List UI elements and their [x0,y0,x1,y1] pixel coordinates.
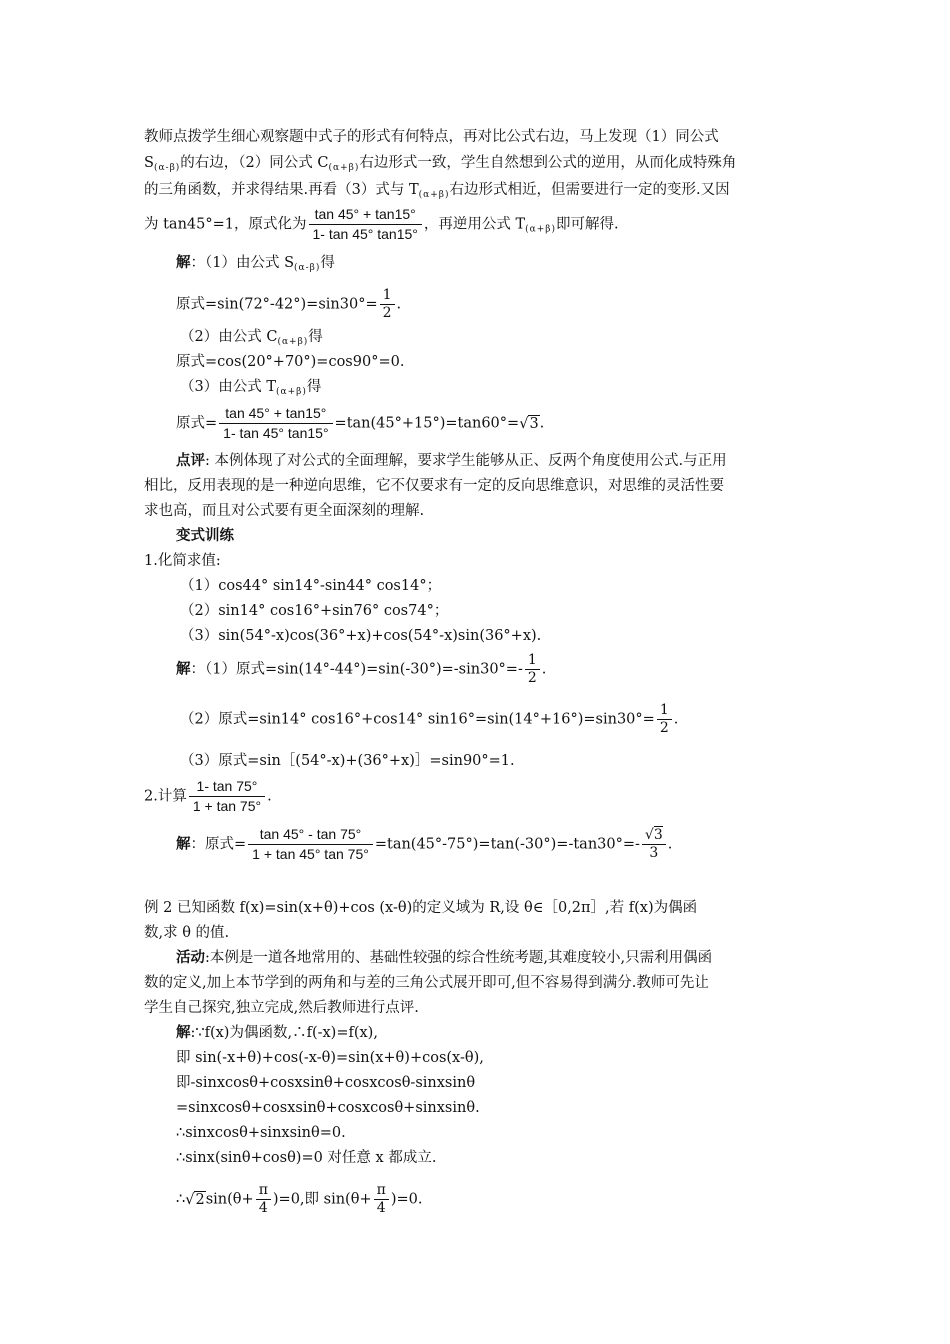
training-question-1: 1.化简求值: [144,553,221,569]
intro-line-2: $S_{(\alpha-\beta)}$的右边，（2）同公式 $C_{(\alpha+\beta)}$右边形式一致，学生自然想到公式的逆用，从而化成特殊角 [144,155,737,173]
solution-1-line-2: （2）由公式 $C_{(\alpha+\beta)}$得 [180,329,323,347]
solution-1-line-3: （3）由公式 $T_{(\alpha+\beta)}$得 [180,379,322,397]
example-2-solution-1: 解:∵f(x)为偶函数,∴f(-x)=f(x), [176,1024,378,1041]
sqrt-2: √2 [185,1191,205,1208]
intro-line-1: 教师点拨学生细心观察题中式子的形式有何特点，再对比公式右边，马上发现（1）同公式 [144,129,719,145]
intro-line-3: 的三角函数，并求得结果.再看（3）式与 $T_{(\alpha+\beta)}$右边形式相近，但需要进行一定的变形.又因 [144,182,730,200]
training-solution-2: （2）原式=sin14° cos16°+cos14° sin16°=sin(14°+16°)=sin30°= $\frac{1}{2}$ . [180,702,679,736]
sqrt-3: √3 [519,415,539,432]
fraction-tan-sum: $\frac{\tan 45^\circ + \tan 15^\circ}{1- \tan 45^\circ \tan 15^\circ}$ [309,206,422,243]
fraction-tan75: $\frac{1- \tan 75^\circ}{1 + \tan 75^\circ}$ [189,778,265,815]
training-q1-part-3: （3）sin(54°-x)cos(36°+x)+cos(54°-x)sin(36°+x). [180,628,542,644]
comment-line-3: 求也高，而且对公式要有更全面深刻的理解. [144,503,425,519]
fraction-one-half-3: $\frac{1}{2}$ [657,702,672,737]
example-2-solution-2: 即 sin(-x+θ)+cos(-x-θ)=sin(x+θ)+cos(x-θ), [176,1050,484,1066]
solution-1-result-1: 原式=sin(72°-42°)=sin30°= $\frac{1}{2}$ . [176,287,402,321]
example-2-solution-6: ∴sinx(sinθ+cosθ)=0 对任意 x 都成立. [176,1150,437,1166]
example-2-solution-5: ∴sinxcosθ+sinxsinθ=0. [176,1125,346,1141]
comment-line-2: 相比，反用表现的是一种逆向思维，它不仅要求有一定的反向思维意识，对思维的灵活性要 [144,478,724,494]
example-2-solution-4: =sinxcosθ+cosxsinθ+cosxcosθ+sinxsinθ. [176,1100,480,1116]
training-heading: 变式训练 [176,527,234,544]
example-2-solution-3: 即-sinxcosθ+cosxsinθ+cosxcosθ-sinxsinθ [176,1075,476,1091]
example-2-line-2: 数,求 θ 的值. [144,925,230,941]
fraction-sqrt3-over-3: $\frac{√3}{3}$ [642,827,666,862]
activity-line-2: 数的定义,加上本节学到的两角和与差的三角公式展开即可,但不容易得到满分.教师可先让 [144,975,709,991]
example-2-line-1: 例 2 已知函数 f(x)=sin(x+θ)+cos (x-θ)的定义域为 R,设 θ∈［0,2π］,若 f(x)为偶函 [144,900,698,916]
fraction-one-half-2: $\frac{1}{2}$ [525,652,540,687]
training-solution-1: 解：（1）原式=sin(14°-44°)=sin(-30°)=-sin30°=- $\frac{1}{2}$ . [176,652,547,686]
training-q1-part-2: （2）sin14° cos16°+sin76° cos74°； [180,603,449,619]
solution-1-result-2: 原式=cos(20°+70°)=cos90°=0. [176,354,405,370]
training-solution-q2: 解：原式= $\frac{\tan 45^\circ - \tan 75^\circ}{1 + \tan 45^\circ \tan 75^\circ}$ =tan(45°-75°)=tan(-30°)=-tan30°=- $\frac{√3}{3}$ . [176,826,673,862]
activity-line-1: 活动:本例是一道各地常用的、基础性较强的综合性统考题,其难度较小,只需利用偶函 [176,949,713,966]
fraction-pi-over-4-2: $\frac{\pi}{4}$ [374,1182,389,1217]
fraction-one-half: $\frac{1}{2}$ [380,287,395,322]
fraction-tan-sum-2: $\frac{\tan 45^\circ + \tan 15^\circ}{1- \tan 45^\circ \tan 15^\circ}$ [219,405,332,442]
solution-1-result-3: 原式= $\frac{\tan 45^\circ + \tan 15^\circ}{1- \tan 45^\circ \tan 15^\circ}$ =tan(45°+15°)=tan60°=√3. [176,405,545,441]
training-question-2: 2.计算 $\frac{1- \tan 75^\circ}{1 + \tan 75^\circ}$ . [144,778,272,814]
example-2-solution-7: ∴√2sin(θ+ $\frac{\pi}{4}$ )=0,即 sin(θ+ $\frac{\pi}{4}$ )=0. [176,1182,423,1216]
solution-1-line-1: 解：（1）由公式 $S_{(\alpha-\beta)}$得 [176,254,335,273]
fraction-pi-over-4: $\frac{\pi}{4}$ [256,1182,271,1217]
training-q1-part-1: （1）cos44° sin14°-sin44° cos14°； [180,578,442,594]
intro-line-4: 为 tan45°=1，原式化为 $\frac{\tan 45^\circ + \tan 15^\circ}{1- \tan 45^\circ \tan 15^\circ}$ ，再逆用公式 $T_{(\alpha+\beta)}$即可解得. [144,206,619,242]
activity-line-3: 学生自己探究,独立完成,然后教师进行点评. [144,1000,419,1016]
fraction-tan-diff: $\frac{\tan 45^\circ - \tan 75^\circ}{1 + \tan 45^\circ \tan 75^\circ}$ [248,826,373,863]
training-solution-3: （3）原式=sin［(54°-x)+(36°+x)］=sin90°=1. [180,753,515,769]
comment-line-1: 点评: 本例体现了对公式的全面理解，要求学生能够从正、反两个角度使用公式.与正用 [176,452,727,469]
